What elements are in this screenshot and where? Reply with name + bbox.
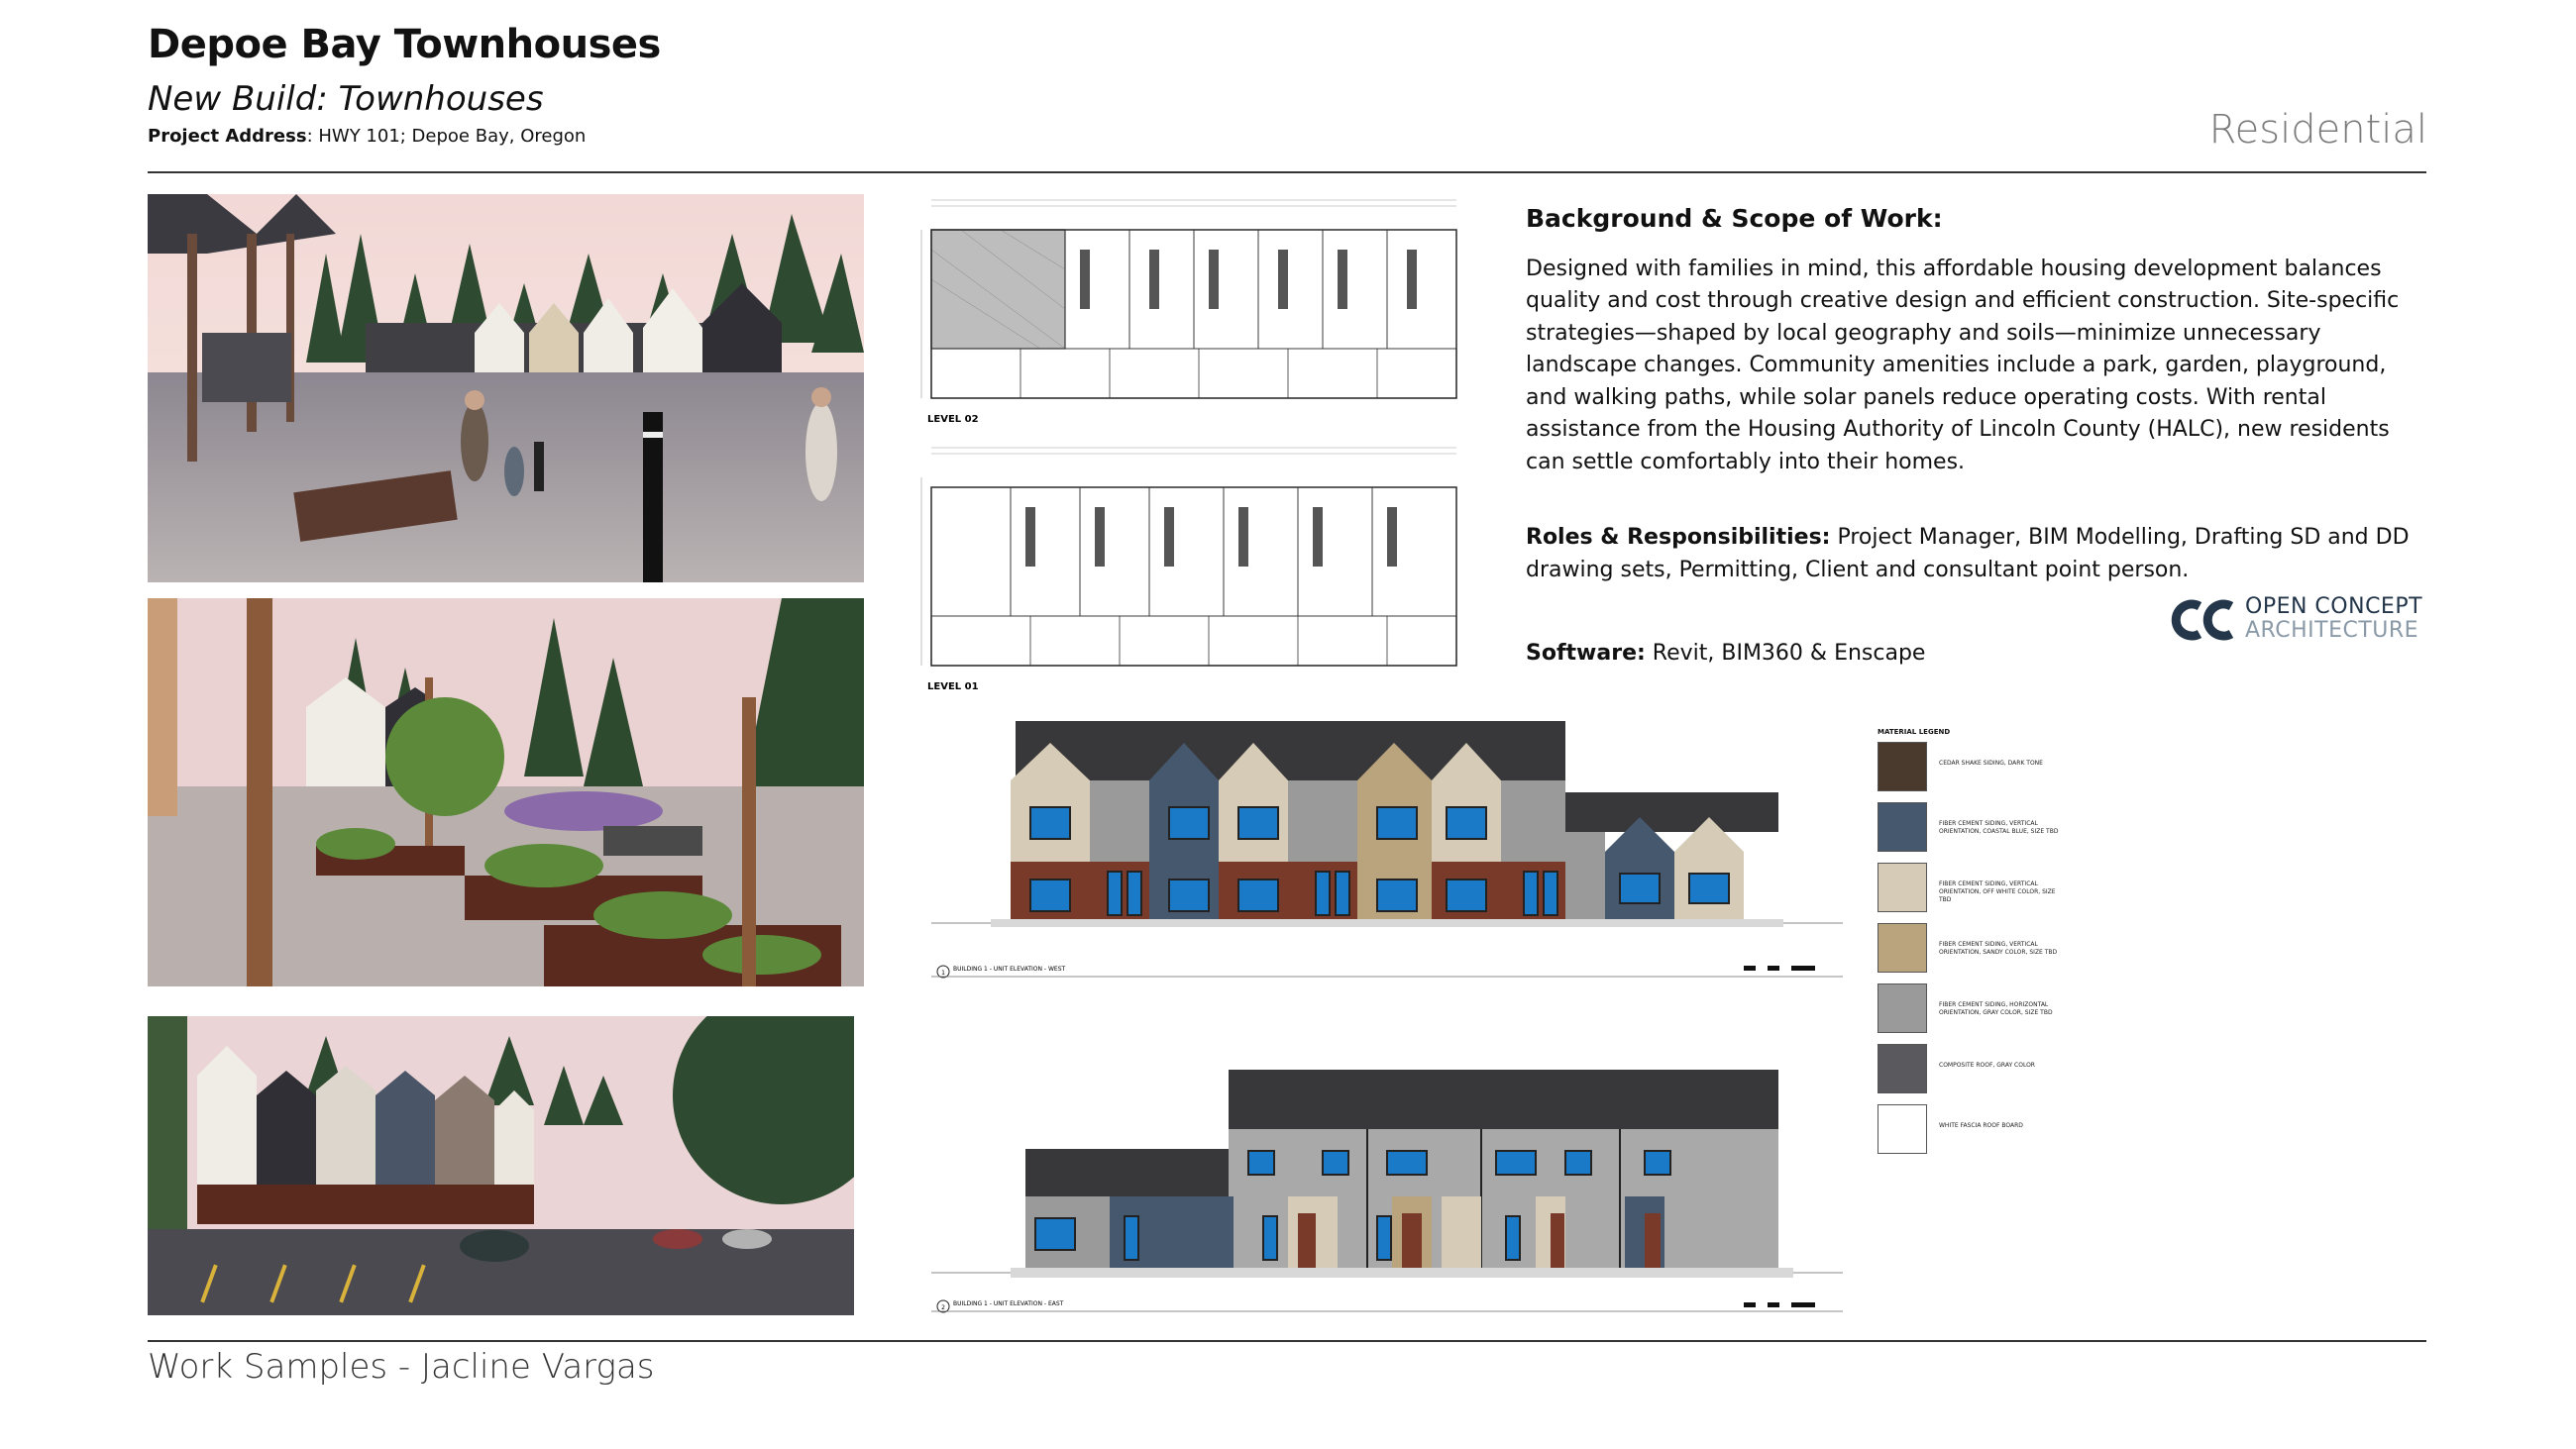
legend-label: FIBER CEMENT SIDING, VERTICAL ORIENTATION, COASTAL BLUE, SIZE TBD xyxy=(1939,820,2059,835)
logo-line-1: OPEN CONCEPT xyxy=(2245,594,2423,619)
elevation-west-label: BUILDING 1 - UNIT ELEVATION - WEST xyxy=(953,966,1066,973)
legend-label: CEDAR SHAKE SIDING, DARK TONE xyxy=(1939,760,2043,767)
legend-swatch xyxy=(1878,1104,1927,1154)
legend-item xyxy=(1878,1104,2076,1156)
category-label: Residential xyxy=(2208,107,2427,153)
elevation-east-number: 2 xyxy=(941,1304,945,1311)
address-value: : HWY 101; Depoe Bay, Oregon xyxy=(306,126,587,147)
elevation-east xyxy=(931,1050,1843,1327)
open-concept-logo xyxy=(2170,592,2427,646)
project-address xyxy=(148,126,586,147)
legend-swatch xyxy=(1878,1044,1927,1093)
legend-item xyxy=(1878,923,2076,975)
material-legend xyxy=(1878,728,2076,1164)
elevation-west xyxy=(931,713,1843,990)
legend-item xyxy=(1878,802,2076,854)
roles-value: Project Manager, BIM Modelling, Drafting SD and DD drawing sets, Permitting, Client and consultant point person. xyxy=(1526,525,2410,582)
legend-swatch xyxy=(1878,802,1927,852)
background-heading: Background & Scope of Work: xyxy=(1526,204,1943,233)
level-01-label: LEVEL 01 xyxy=(927,681,979,692)
rendering-playground xyxy=(148,194,864,582)
elevation-west-number: 1 xyxy=(941,970,945,977)
legend-label: FIBER CEMENT SIDING, VERTICAL ORIENTATION, OFF WHITE COLOR, SIZE TBD xyxy=(1939,880,2056,903)
header-divider xyxy=(148,171,2426,173)
legend-swatch xyxy=(1878,742,1927,791)
legend-label: COMPOSITE ROOF, GRAY COLOR xyxy=(1939,1062,2035,1069)
elevation-east-label: BUILDING 1 - UNIT ELEVATION - EAST xyxy=(953,1300,1064,1307)
software-value: Revit, BIM360 & Enscape xyxy=(1645,641,1926,666)
roles-label: Roles & Responsibilities: xyxy=(1526,525,1831,550)
page-title: Depoe Bay Townhouses xyxy=(148,22,661,67)
footer-divider xyxy=(148,1340,2426,1342)
legend-item xyxy=(1878,983,2076,1035)
legend-swatch xyxy=(1878,863,1927,912)
floor-plan-level-02 xyxy=(902,190,1466,428)
page-subtitle: New Build: Townhouses xyxy=(148,79,544,119)
software-label: Software: xyxy=(1526,641,1646,666)
level-02-label: LEVEL 02 xyxy=(927,414,979,425)
legend-label: WHITE FASCIA ROOF BOARD xyxy=(1939,1122,2023,1129)
roles-responsibilities xyxy=(1526,522,2427,586)
oc-logo-mark-icon xyxy=(2170,596,2241,644)
legend-title: MATERIAL LEGEND xyxy=(1878,728,1951,736)
legend-label: FIBER CEMENT SIDING, HORIZONTAL ORIENTATION, GRAY COLOR, SIZE TBD xyxy=(1939,1001,2053,1016)
legend-item xyxy=(1878,1044,2076,1095)
rendering-parking xyxy=(148,1016,854,1315)
legend-swatch xyxy=(1878,983,1927,1033)
address-label: Project Address xyxy=(148,126,307,147)
legend-label: FIBER CEMENT SIDING, VERTICAL ORIENTATION, SANDY COLOR, SIZE TBD xyxy=(1939,941,2058,956)
logo-line-2: ARCHITECTURE xyxy=(2245,618,2419,643)
legend-item xyxy=(1878,742,2076,793)
floor-plan-level-01 xyxy=(902,438,1466,695)
background-body: Designed with families in mind, this affordable housing development balances quality and cost through creative design and efficient construction. Site-specific strategies—shaped by local geography and soils—minimize unnecessary landscape changes. Community amenities include a park, garden, playground, and walking paths, while solar panels reduce operating costs. With rental assistance from the Housing Authority of Lincoln County (HALC), new residents can settle comfortably into their homes. xyxy=(1526,256,2400,474)
legend-item xyxy=(1878,863,2076,914)
footer-credit: Work Samples - Jacline Vargas xyxy=(148,1347,655,1387)
legend-swatch xyxy=(1878,923,1927,973)
rendering-garden xyxy=(148,598,864,986)
